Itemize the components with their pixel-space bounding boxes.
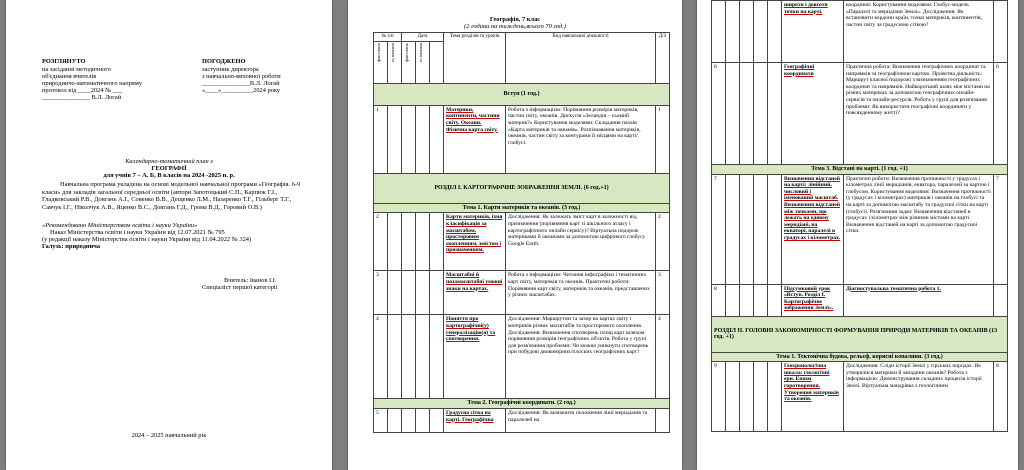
row-activity: Діагностувальна тематична робота 1. [844,284,994,316]
approved-line: природничо-математичного напряму [42,80,143,87]
theme-title: Тема 1. Карти материків та океанів. (3 год.) [374,203,670,213]
recommended-note: «Рекомендовано Міністерством освіти і науки України» [42,222,198,229]
row-num: 1 [374,105,388,173]
school-year: 2024 – 2025 навчальний рік [131,432,207,439]
order-line: Наказ Міністерства освіти і науки України від 12.07.2021 № 795 [50,229,225,236]
teacher-rank: Спеціаліст першої категорії [202,284,278,291]
approved-line: на засіданні методичного [42,66,111,73]
table-row [712,174,1008,284]
table-row [374,271,670,315]
row-topic: Визначення відстаней на карті: лінійний, числовий і іменований масштаб. Визначення відстаней між точками, що лежать на одному меридіані, на екваторі, паралелі в градусах і кілометрах. [782,174,844,284]
agreed-title: ПОГОДЖЕНО [202,58,246,65]
table-row [712,63,1008,165]
plan-classes: для учнів 7 – А, Б, В класів на 2024 -2025 н. р. [103,172,235,179]
approved-line: _______________ В.Л. Логай [42,94,122,101]
row-topic: Карти материків, їхня класифікація за масштабом, просторовим охопленням, змістом і призначенням. [444,213,506,271]
row-topic: Підсумковий урок «Вступ. Розділ I. Картографічне зображення Землі». [782,284,844,316]
header-date-sub: за планом [390,42,395,63]
row-num: 9 [712,362,726,432]
table-row [712,362,1008,432]
plan-table-continued [711,0,1008,432]
teacher-name: Вчитель: Іванов І.І. [224,277,277,284]
program-text: Навчальна програма укладена на основі модельної навчальної програми «Географія. 6-9 класи» для закладів загальної середньої освіти (автори Запотоцький С.П., Карпюк Г.І., Гладковський Р.В., Довгань А.І., Совенко В.В., Дещенко Л.М., Назаренко Т.Г., Гільберг Т.Г., Савчук І.Г., Ніколчук А.В., Яценко В.С., Довгань Г.Д., Грома В.Д., Горовий О.В.) [42,181,301,211]
row-topic: Градусна сітка на карті. Географічна [444,408,506,432]
row-dz: 3 [656,271,670,315]
row-dz: 1 [656,105,670,173]
page-1 [6,0,332,470]
row-num: 7 [712,174,726,284]
row-num: 5 [374,408,388,432]
row-activity: Практичні роботи: Визначення протяжності у градусах і кілометрах лінії меридіанів, екватора, паралелей за картою і глобусом. Користування моделями: Визначення протяжності (у градусах і кілометрах) материків і океанів на глобусі та на карті за допомогою масштабу та градусної сітки на карті (глобусі). Розв'язання задач: Визначення відстаней в градусах і кілометрах між різними містами на карті. Визначення відстаней на карті за допомогою градусної сітки. [844,174,994,284]
header-date-sub: фактично [404,42,409,62]
page-subtitle: (2 години на тиждень,всього 70 год.) [464,23,566,30]
table-row [374,213,670,271]
row-topic: Масштабні й позамасштабні умовні знаки на картах. [444,271,506,315]
order-line: (у редакції наказу Міністерства освіти і науки України від 11.04.2022 № 324) [42,236,252,243]
row-activity: Дослідження: Сліди історії Землі у гірських породах. Як утворилися материки й западини океанів? Робота з інформацією: Демонстрування складних процесів історії Землі. Віртуальна мандрівка з геологічним [844,362,994,432]
header-activity: Вид навчальної діяльності [506,33,656,84]
row-activity: Дослідження: Як визначити положення лінії меридіанів та паралелей на [506,408,656,432]
header-num: № з/п [374,33,402,42]
approved-line: протокол від ____2024 № ___ [42,87,123,94]
page-3 [697,0,1018,470]
plan-line: Календарно-тематичний план з [125,158,213,165]
row-num: 8 [712,284,726,316]
table-row [374,408,670,432]
row-dz: 6 [994,63,1008,165]
row-activity: Дослідження: Як залежать зміст карт в залежності від призначення (порівняння карт зі шкільного атласу і картографічного онлайн сервісу)? Віртуальна подорож материками й океанами за допомогою цифрового глобусу Google Earth. [506,213,656,271]
table-row [712,284,1008,316]
theme-title: Тема 2. Географічні координати. (2 год.) [374,399,670,409]
plan-table [373,32,670,433]
agreed-line: «____»__________2024 року [202,87,281,94]
row-dz: 4 [656,315,670,399]
header-date-sub: за планом [418,42,423,63]
row-dz [994,1,1008,63]
approved-line: об'єднання вчителів [42,73,97,80]
row-dz [656,408,670,432]
theme-title: Тема 3. Відстані на карті. (1 год. +1) [712,165,1008,175]
header-date-sub: фактично [376,42,381,62]
section-title: РОЗДІЛ І. КАРТОГРАФІЧНЕ ЗОБРАЖЕННЯ ЗЕМЛІ. (6 год.+1) [374,173,670,203]
row-activity: Дослідження: Маршрутом та зазор на картах світу і материків різних масштабів та просторового охоплення. Дослідження: Визначення спотворень площ карт шляхом порівняння розмірів географічних об'єктів. Робота у групі для розв'язання проблеми: Чи можна уникнути спотворень при побудові двовимірних/плоских географічних карт? [506,315,656,399]
row-topic: Материки, континенти, частини світу. Океани. Фізична карта світу. [444,105,506,173]
row-activity: координат. Користування моделями: Глобус-модель «Паралелі та меридіани Землі». Дослідження: Як встановити кордони країн, точки материків, континентів, частин світу за градусною сіткою? [844,1,994,63]
row-activity: Робота з інформацією: Читання інфографіки і тематичних карт світу, материків та океанів. Практичні роботи: Порівняння карт світу, материків та океанів, представлених у різних масштабах. [506,271,656,315]
header-dz: Д/З [656,33,670,84]
intro-row: Вступ (1 год.) [374,83,670,105]
row-num: 4 [374,315,388,399]
agreed-line: _______________В.Л. Логай [202,80,280,87]
row-num [712,1,726,63]
row-topic: Поняття про картографічні(у) генералізацію(я) та спотворення. [444,315,506,399]
row-activity: Практична робота: Визначення географічних координат та напрямків за географічною картою. Проектна діяльність: Маршрут класної подорожі з визначенням географічних координат та напрямків. Найкоротший шлях між містами на різних материках за допомогою географічних онлайн-сервісів та онлайн-ресурсів. Робота у групі для розв'язання проблеми: Як використати географічні координати у повсякденному житті? [844,63,994,165]
row-activity: Робота з інформацією: Порівняння розмірів материків, частин світу, океанів. Дискусія «Зеландія – сьомий материк?» Користування моделями: Складання пазлів «Карта материків та океанів». Розпізнавання материків, океанів, частин світу за контурами й місцями на карті/глобусі. [506,105,656,173]
row-dz: 7 [994,174,1008,284]
table-row [712,1,1008,63]
row-topic: Географічні координати [782,63,844,165]
agreed-line: заступник директора [202,66,259,73]
section-title: РОЗДІЛ ІІ. ГОЛОВНІ ЗАКОНОМІРНОСТІ ФОРМУВАННЯ ПРИРОДИ МАТЕРИКІВ ТА ОКЕАНІВ (13 год. +1) [712,316,1008,352]
row-topic: Геохронологічна шкала: геологічні ери. Епохи горотворення. Утворення материків та океанів. [782,362,844,432]
plan-subject: ГЕОГРАФІЇ [151,165,187,172]
header-date: Дата [402,33,444,42]
theme-title: Тема 1. Тектонічна будова, рельєф, корисні копалини. (3 год.) [712,352,1008,362]
field-label: Галузь: природнича [42,243,101,250]
row-dz: 8 [994,362,1008,432]
row-dz [994,284,1008,316]
row-topic: широти і довготи точки на карті. [782,1,844,63]
row-num: 3 [374,271,388,315]
page-title: Географія, 7 клас [489,16,541,23]
header-topic: Тема розділів та уроків [444,33,506,84]
page-2 [348,0,682,470]
table-row [374,105,670,173]
approved-title: РОЗГЛЯНУТО [42,58,86,65]
row-dz: 2 [656,213,670,271]
row-num: 2 [374,213,388,271]
agreed-line: з навчально-виховної роботи [202,73,281,80]
row-num: 6 [712,63,726,165]
table-row [374,315,670,399]
